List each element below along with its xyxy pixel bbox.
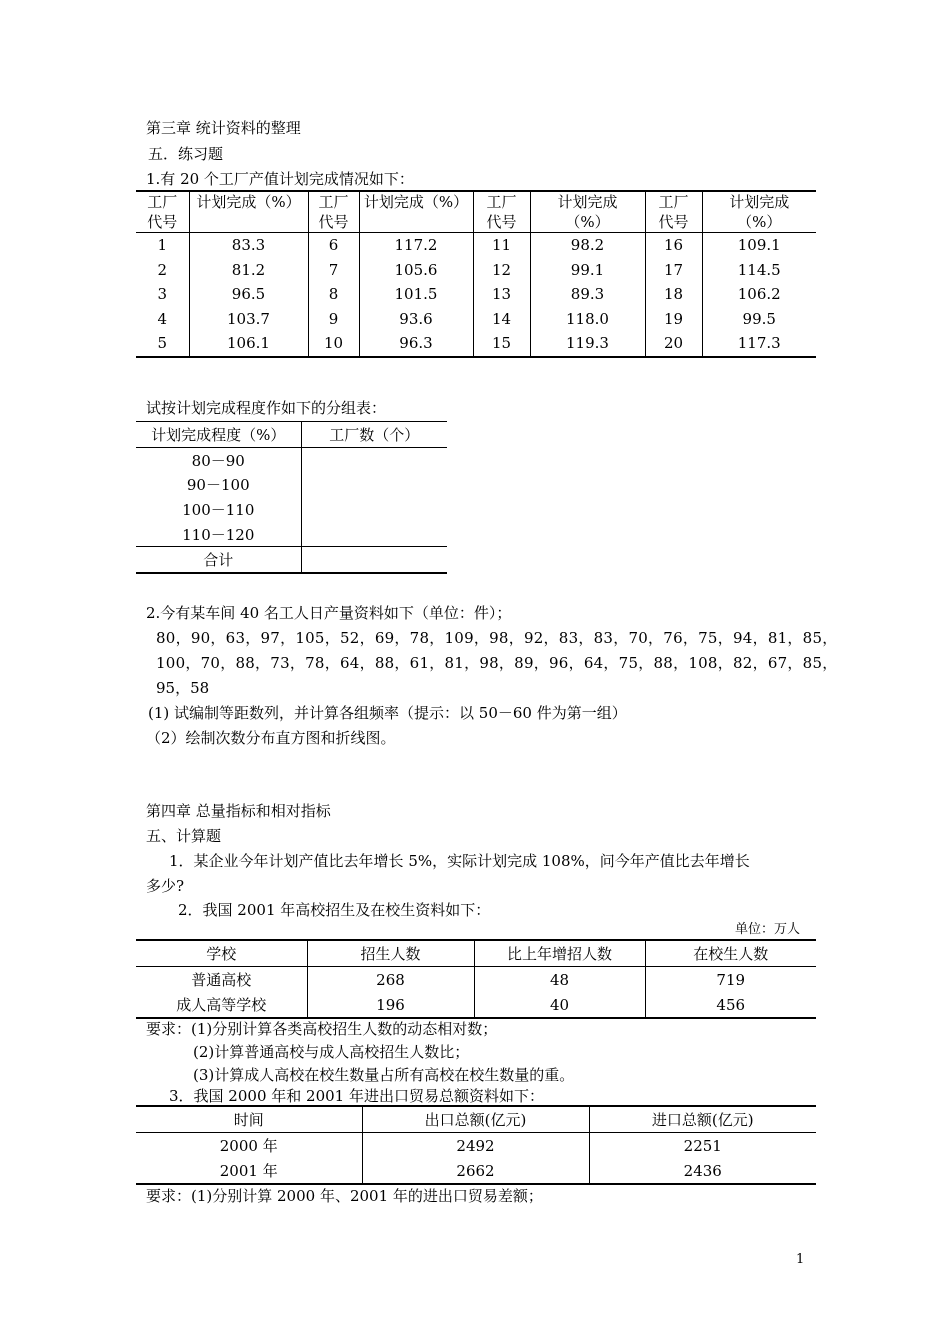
header-cell: 工厂 代号: [645, 191, 702, 233]
table-row: [136, 1158, 816, 1184]
table-cell: 20: [645, 331, 702, 357]
header-cell: 招生人数: [307, 940, 474, 967]
table-cell: 合计: [136, 547, 301, 574]
table-cell: 117.3: [702, 331, 816, 357]
header-cell: 工厂数（个）: [301, 422, 447, 448]
question-1-intro: 1.有 20 个工厂产值计划完成情况如下：: [146, 170, 414, 188]
table-cell: 5: [157, 334, 168, 353]
question-2-intro: 2．我国 2001 年高校招生及在校生资料如下：: [178, 901, 491, 919]
table-cell: 17: [645, 258, 702, 283]
table-header-row: [136, 191, 816, 233]
table-cell: 成人高等学校: [176, 996, 267, 1014]
header-cell: 在校生人数: [645, 940, 816, 967]
table-cell: 100－110: [182, 500, 255, 519]
table-cell: 719: [645, 967, 816, 993]
table-row: [136, 992, 816, 1018]
table-row: [136, 307, 816, 332]
table-cell: 3: [157, 285, 168, 304]
header-cell: 计划完成（%）: [189, 191, 308, 233]
chapter-3-title: 第三章 统计资料的整理: [146, 119, 301, 137]
table-cell: 106.1: [189, 331, 308, 357]
table-cell: 2000 年: [219, 1137, 278, 1155]
header-cell: 计划完成程度（%）: [136, 422, 301, 448]
requirement-line: (2)计算普通高校与成人高校招生人数比；: [193, 1043, 470, 1061]
table-cell: 96.5: [189, 282, 308, 307]
data-line: 100，70，88，73，78，64，88，61，81，98，89，96，64，75，88，108，82，67，85，: [156, 654, 838, 672]
header-cell: 时间: [136, 1106, 362, 1133]
table-cell: [301, 472, 447, 497]
question-2-intro: 2.今有某车间 40 名工人日产量资料如下（单位：件）；: [146, 604, 512, 622]
table-cell: 6: [308, 233, 359, 258]
table-cell: [301, 447, 447, 472]
table-cell: 109.1: [702, 233, 816, 258]
table-cell: 2662: [362, 1158, 589, 1184]
table-cell: [301, 497, 447, 522]
table-cell: 114.5: [702, 258, 816, 283]
header-cell: 工厂 代号: [308, 191, 359, 233]
page-number: 1: [796, 1252, 805, 1267]
table-cell: 19: [645, 307, 702, 332]
table-cell: 110－120: [182, 525, 255, 544]
data-line: 80，90，63，97，105，52，69，78，109，98，92，83，83，70，76，75，94，81，85，: [156, 629, 838, 647]
table-cell: 2492: [362, 1133, 589, 1159]
factory-plan-table: [136, 190, 816, 358]
table-cell: 268: [307, 967, 474, 993]
table-cell: 80－90: [191, 451, 245, 470]
table-header-row: [136, 1106, 816, 1133]
header-cell: 出口总额(亿元): [362, 1106, 589, 1133]
header-cell: 学校: [136, 940, 307, 967]
table-cell: 11: [473, 233, 530, 258]
table-cell: 99.5: [702, 307, 816, 332]
unit-label: 单位：万人: [735, 922, 801, 937]
table-total-row: [136, 547, 447, 574]
table-cell: 18: [645, 282, 702, 307]
question-1-task: 试按计划完成程度作如下的分组表：: [146, 399, 387, 417]
enrollment-table: [136, 939, 816, 1019]
table-cell: 13: [473, 282, 530, 307]
table-cell: 96.3: [359, 331, 473, 357]
table-cell: 106.2: [702, 282, 816, 307]
table-row: [136, 497, 447, 522]
question-2-task: (1) 试编制等距数列，并计算各组频率（提示：以 50－60 件为第一组）: [148, 704, 627, 722]
header-cell: 工厂 代号: [473, 191, 530, 233]
table-cell: 103.7: [189, 307, 308, 332]
table-cell: 1: [157, 236, 168, 255]
question-text: 多少?: [146, 877, 185, 895]
table-cell: 89.3: [530, 282, 645, 307]
header-cell: 进口总额(亿元): [589, 1106, 816, 1133]
table-cell: 81.2: [189, 258, 308, 283]
table-row: [136, 331, 816, 357]
table-cell: 93.6: [359, 307, 473, 332]
table-cell: 2: [157, 260, 168, 279]
table-cell: 119.3: [530, 331, 645, 357]
table-cell: 9: [308, 307, 359, 332]
table-cell: 14: [473, 307, 530, 332]
table-cell: 90－100: [186, 476, 250, 495]
table-row: [136, 447, 447, 472]
table-row: [136, 233, 816, 258]
table-cell: 98.2: [530, 233, 645, 258]
table-cell: 48: [474, 967, 645, 993]
data-line: 95，58: [156, 679, 210, 697]
table-cell: 117.2: [359, 233, 473, 258]
chapter-3-section: 五．练习题: [148, 145, 224, 163]
table-cell: 118.0: [530, 307, 645, 332]
table-cell: 12: [473, 258, 530, 283]
header-cell: 比上年增招人数: [474, 940, 645, 967]
table-cell: 2251: [589, 1133, 816, 1159]
requirement-line: (3)计算成人高校在校生数量占所有高校在校生数量的重。: [193, 1066, 575, 1084]
question-text: 1．某企业今年计划产值比去年增长 5%，实际计划完成 108%，问今年产值比去年增长: [169, 852, 750, 870]
table-cell: 2001 年: [219, 1162, 278, 1180]
table-cell: [301, 547, 447, 574]
header-cell: 计划完成（%）: [359, 191, 473, 233]
table-row: [136, 967, 816, 993]
table-cell: 4: [157, 309, 168, 328]
table-row: [136, 258, 816, 283]
table-cell: 101.5: [359, 282, 473, 307]
table-cell: 15: [473, 331, 530, 357]
table-cell: 456: [645, 992, 816, 1018]
table-cell: 83.3: [189, 233, 308, 258]
table-header-row: [136, 422, 447, 448]
table-cell: 16: [645, 233, 702, 258]
table-row: [136, 282, 816, 307]
table-cell: 10: [308, 331, 359, 357]
table-cell: 普通高校: [191, 971, 252, 989]
grouping-table: [136, 421, 447, 574]
trade-table: [136, 1105, 816, 1185]
table-cell: 2436: [589, 1158, 816, 1184]
table-row: [136, 522, 447, 547]
header-cell: 计划完成 （%）: [702, 191, 816, 233]
table-cell: 40: [474, 992, 645, 1018]
question-3-intro: 3．我国 2000 年和 2001 年进出口贸易总额资料如下：: [169, 1087, 544, 1105]
chapter-4-title: 第四章 总量指标和相对指标: [146, 802, 331, 820]
requirement-line: 要求：(1)分别计算 2000 年、2001 年的进出口贸易差额；: [146, 1187, 543, 1205]
requirement-line: 要求：(1)分别计算各类高校招生人数的动态相对数；: [146, 1020, 498, 1038]
table-cell: 99.1: [530, 258, 645, 283]
table-cell: 8: [308, 282, 359, 307]
chapter-4-section: 五、计算题: [146, 827, 222, 845]
table-cell: [301, 522, 447, 547]
header-cell: 工厂 代号: [136, 191, 189, 233]
table-header-row: [136, 940, 816, 967]
table-cell: 7: [308, 258, 359, 283]
question-2-task: （2）绘制次数分布直方图和折线图。: [146, 729, 396, 747]
table-row: [136, 472, 447, 497]
table-cell: 196: [307, 992, 474, 1018]
header-cell: 计划完成 （%）: [530, 191, 645, 233]
table-cell: 105.6: [359, 258, 473, 283]
table-row: [136, 1133, 816, 1159]
